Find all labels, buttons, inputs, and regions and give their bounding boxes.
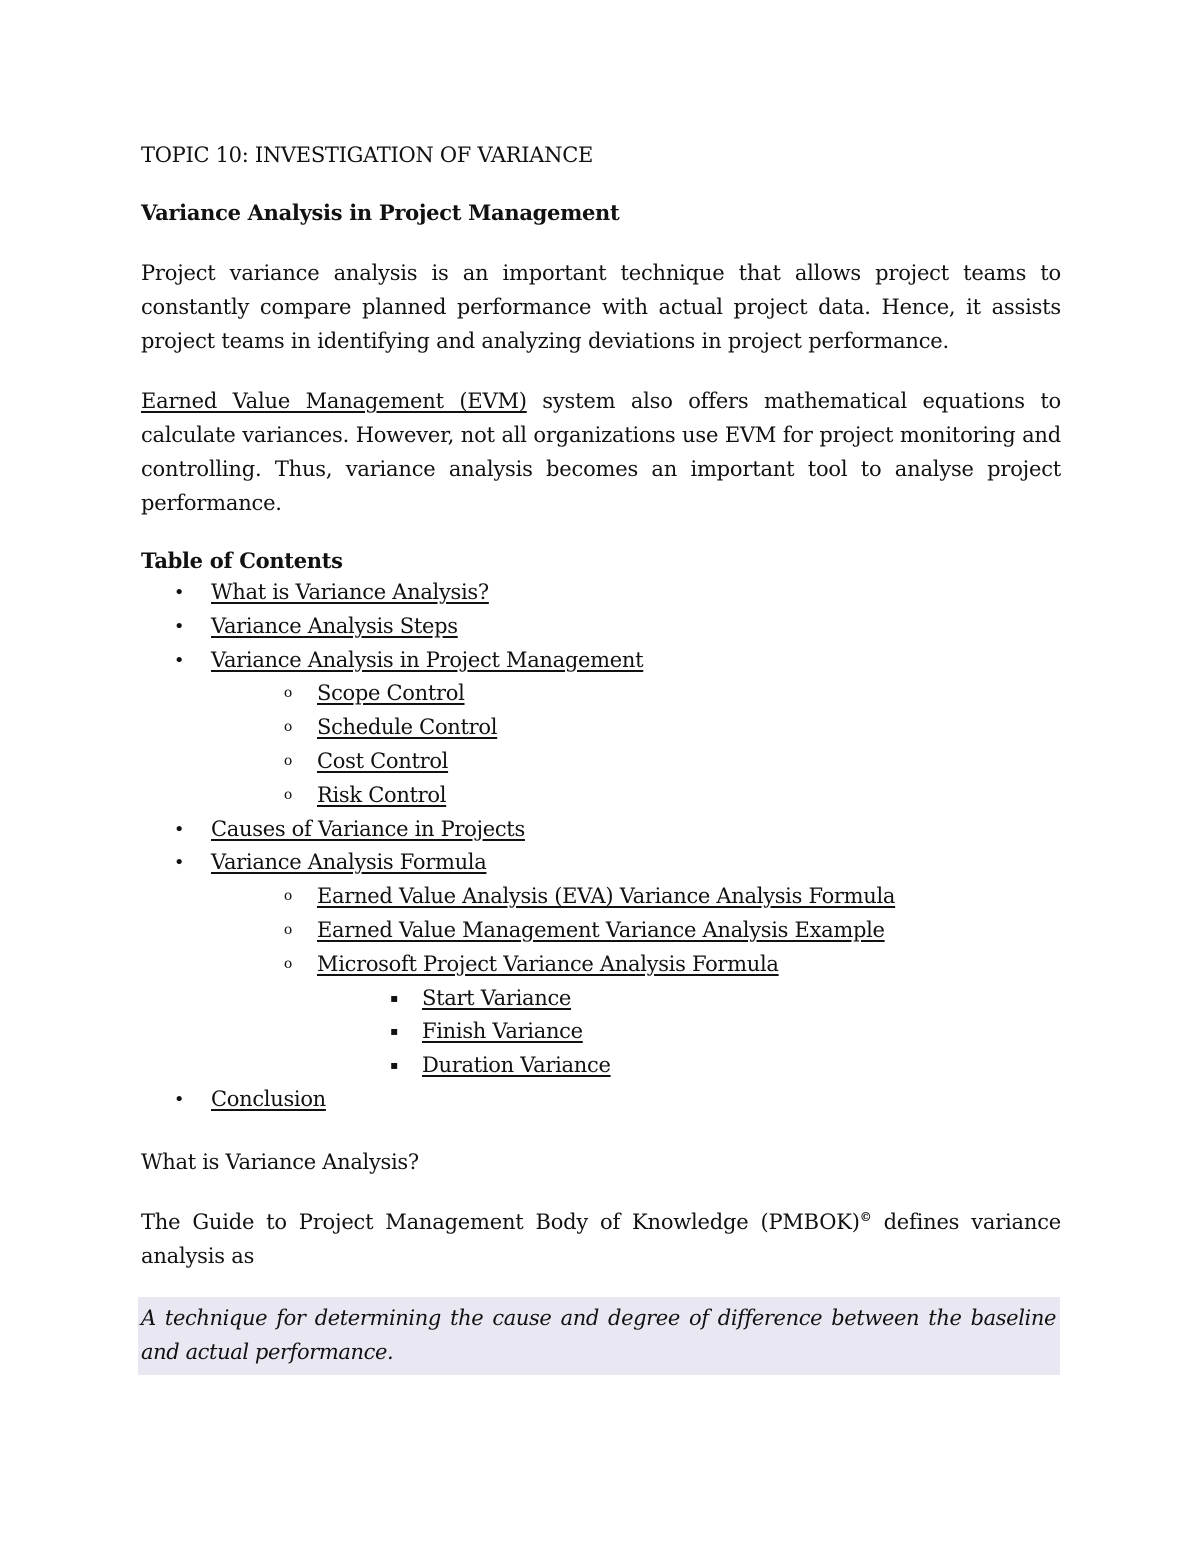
section-heading: What is Variance Analysis? [141, 1149, 419, 1174]
evm-paragraph [141, 384, 1061, 520]
toc-item [141, 1049, 1061, 1083]
toc-item [141, 1083, 1061, 1117]
toc-item [141, 711, 1061, 745]
intro-paragraph: Project variance analysis is an important technique that allows project teams to constantly compare planned performance with actual project data. Hence, it assists project teams in identifying and analyzing deviations in project performance. [141, 261, 1061, 353]
evm-text: system also offers mathematical equations to calculate variances. However, not all organizations use EVM for project monitoring and controlling. Thus, variance analysis becomes an important tool to analyse project performance. [141, 389, 1061, 515]
toc-link-risk[interactable]: Risk Control [317, 782, 447, 807]
page-title: TOPIC 10: INVESTIGATION OF VARIANCE [141, 143, 593, 167]
toc-item [141, 576, 1061, 610]
pmbok-text: The Guide to Project Management Body of Knowledge (PMBOK) [141, 1209, 860, 1234]
toc-item [141, 1015, 1061, 1049]
toc-link-formula[interactable]: Variance Analysis Formula [211, 850, 487, 875]
circle-bullet-icon: o [283, 786, 293, 803]
toc-item [141, 982, 1061, 1016]
evm-link[interactable]: Earned Value Management (EVM) [141, 389, 527, 413]
toc-link-conclusion[interactable]: Conclusion [211, 1086, 326, 1111]
toc-link-evm-example[interactable]: Earned Value Management Variance Analysis Example [317, 917, 885, 942]
toc-item [141, 677, 1061, 711]
pmbok-text-end: defines variance analysis as [141, 1209, 1061, 1268]
section-subtitle: Variance Analysis in Project Management [141, 200, 620, 225]
square-bullet-icon: ▪ [390, 990, 398, 1005]
pmbok-paragraph [141, 1205, 1061, 1273]
toc-link-start-variance[interactable]: Start Variance [422, 985, 572, 1010]
toc-item [141, 779, 1061, 813]
toc-item [141, 745, 1061, 779]
toc-link-duration-variance[interactable]: Duration Variance [422, 1053, 611, 1078]
square-bullet-icon: ▪ [390, 1058, 398, 1073]
bullet-icon: • [173, 582, 185, 603]
toc-link-schedule[interactable]: Schedule Control [317, 715, 498, 740]
toc-link-scope[interactable]: Scope Control [317, 681, 465, 706]
circle-bullet-icon: o [283, 921, 293, 938]
toc-item [141, 644, 1061, 678]
toc-item [141, 948, 1061, 982]
toc-item [141, 880, 1061, 914]
table-of-contents [141, 576, 1061, 1117]
toc-title: Table of Contents [141, 548, 343, 573]
bullet-icon: • [173, 852, 185, 874]
circle-bullet-icon: o [283, 719, 293, 736]
toc-link-what-is[interactable]: What is Variance Analysis? [211, 580, 489, 604]
circle-bullet-icon: o [283, 888, 293, 905]
circle-bullet-icon: o [283, 955, 293, 972]
toc-item [141, 846, 1061, 880]
toc-item [141, 813, 1061, 847]
toc-link-in-pm[interactable]: Variance Analysis in Project Management [211, 647, 644, 672]
circle-bullet-icon: o [283, 752, 293, 769]
toc-link-eva-formula[interactable]: Earned Value Analysis (EVA) Variance Analysis Formula [317, 884, 896, 909]
toc-link-cost[interactable]: Cost Control [317, 748, 449, 773]
bullet-icon: • [173, 649, 185, 671]
copyright-mark: © [859, 1209, 872, 1224]
document-page [141, 140, 1061, 1375]
toc-item [141, 914, 1061, 948]
definition-quote: A technique for determining the cause and degree of difference between the baseline and actual performance. [138, 1297, 1060, 1375]
toc-link-finish-variance[interactable]: Finish Variance [422, 1019, 583, 1044]
bullet-icon: • [173, 615, 185, 637]
toc-link-msp-formula[interactable]: Microsoft Project Variance Analysis Formula [317, 951, 779, 976]
square-bullet-icon: ▪ [390, 1024, 398, 1039]
bullet-icon: • [173, 1088, 185, 1110]
bullet-icon: • [173, 818, 185, 840]
toc-link-causes[interactable]: Causes of Variance in Projects [211, 816, 525, 841]
toc-item [141, 610, 1061, 644]
toc-link-steps[interactable]: Variance Analysis Steps [211, 613, 458, 638]
circle-bullet-icon: o [283, 685, 293, 702]
